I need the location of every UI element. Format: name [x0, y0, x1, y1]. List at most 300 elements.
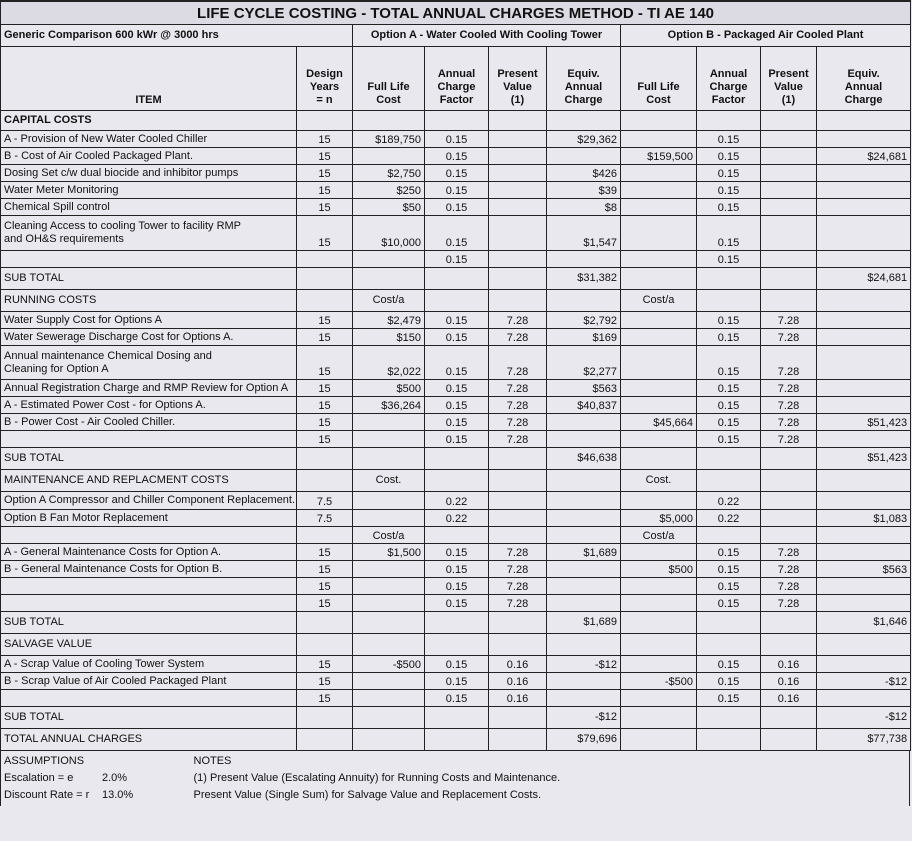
cell-b-acf: 0.15	[697, 312, 761, 329]
table-row	[1, 131, 911, 148]
table-row	[1, 578, 911, 595]
cell-b-pv	[761, 510, 817, 527]
cell-b-cost: $159,500	[621, 148, 697, 165]
row-item-label: B - Power Cost - Air Cooled Chiller.	[1, 414, 297, 431]
cell-b-eq	[817, 165, 911, 182]
row-item-label: SALVAGE VALUE	[1, 634, 297, 656]
cell-a-cost: $1,500	[353, 544, 425, 561]
cell-a-acf: 0.15	[425, 544, 489, 561]
cell-a-eq	[547, 251, 621, 268]
cell-a-eq	[547, 414, 621, 431]
cell-a-pv	[489, 634, 547, 656]
design-years-header-line: Years	[309, 81, 340, 93]
cell-n: 15	[297, 431, 353, 448]
cell-a-pv: 0.16	[489, 656, 547, 673]
cell-b-cost	[621, 707, 697, 729]
cell-a-acf	[425, 707, 489, 729]
cell-b-pv	[761, 707, 817, 729]
cell-a-cost: $36,264	[353, 397, 425, 414]
note-1: (1) Present Value (Escalating Annuity) for Running Costs and Maintenance.	[193, 772, 561, 784]
subtotal-row	[1, 268, 911, 290]
cell-a-pv	[489, 448, 547, 470]
cell-a-cost: $250	[353, 182, 425, 199]
cell-a-eq	[547, 527, 621, 544]
cell-a-eq: $426	[547, 165, 621, 182]
cell-a-eq	[547, 561, 621, 578]
cell-b-acf: 0.15	[697, 380, 761, 397]
cell-a-eq	[547, 431, 621, 448]
escalation-row	[4, 770, 188, 787]
cell-b-cost: Cost/a	[621, 527, 697, 544]
a-equiv-annual-charge-header-line: Equiv.	[567, 68, 600, 80]
row-item-label: Cleaning Access to cooling Tower to facility RMP and OH&S requirements	[1, 216, 297, 251]
cell-n: 15	[297, 165, 353, 182]
cell-a-pv: 0.16	[489, 690, 547, 707]
cell-a-pv: 7.28	[489, 380, 547, 397]
a-present-value-header-line: Value	[503, 81, 532, 93]
cell-b-acf: 0.15	[697, 329, 761, 346]
cell-a-cost: $2,022	[353, 346, 425, 380]
cell-n: 15	[297, 199, 353, 216]
cell-b-pv	[761, 268, 817, 290]
cell-b-eq	[817, 216, 911, 251]
cell-n: 7.5	[297, 510, 353, 527]
b-equiv-annual-charge-header-line: Charge	[844, 94, 883, 106]
cell-a-acf: 0.15	[425, 414, 489, 431]
cell-b-cost: $5,000	[621, 510, 697, 527]
row-item-label	[1, 578, 297, 595]
cell-b-pv: 0.16	[761, 673, 817, 690]
cell-b-acf: 0.22	[697, 510, 761, 527]
cell-b-pv	[761, 448, 817, 470]
cell-b-cost: -$500	[621, 673, 697, 690]
row-item-label: RUNNING COSTS	[1, 290, 297, 312]
cell-a-acf: 0.15	[425, 380, 489, 397]
cell-a-cost	[353, 510, 425, 527]
cell-b-cost	[621, 268, 697, 290]
b-full-life-cost-header-line: Full Life	[637, 81, 680, 93]
b-full-life-cost-header	[621, 47, 697, 111]
cell-b-eq: $24,681	[817, 148, 911, 165]
cell-a-eq: -$12	[547, 656, 621, 673]
cell-a-cost	[353, 448, 425, 470]
cell-a-pv	[489, 492, 547, 510]
cell-b-cost	[621, 199, 697, 216]
row-item-label: Option B Fan Motor Replacement	[1, 510, 297, 527]
cell-b-cost: $500	[621, 561, 697, 578]
cell-b-acf	[697, 290, 761, 312]
cell-b-eq	[817, 290, 911, 312]
cell-a-eq	[547, 690, 621, 707]
row-item-label: B - Cost of Air Cooled Packaged Plant.	[1, 148, 297, 165]
cell-a-acf: 0.15	[425, 131, 489, 148]
row-item-label: CAPITAL COSTS	[1, 111, 297, 131]
a-annual-charge-factor-header-line: Charge	[437, 81, 476, 93]
cell-b-eq	[817, 492, 911, 510]
cell-a-pv	[489, 216, 547, 251]
cell-b-cost	[621, 251, 697, 268]
cell-b-eq	[817, 578, 911, 595]
design-years-header	[297, 47, 353, 111]
row-item-label: Water Supply Cost for Options A	[1, 312, 297, 329]
cell-a-acf	[425, 527, 489, 544]
cell-a-pv	[489, 148, 547, 165]
escalation-value: 2.0%	[102, 772, 128, 784]
cell-n: 15	[297, 380, 353, 397]
cell-a-cost: $2,750	[353, 165, 425, 182]
cell-a-pv	[489, 470, 547, 492]
row-item-label: A - Estimated Power Cost - for Options A.	[1, 397, 297, 414]
b-equiv-annual-charge-header-line: Annual	[844, 81, 883, 93]
cell-b-pv: 7.28	[761, 312, 817, 329]
cell-n	[297, 729, 353, 751]
cell-a-pv	[489, 131, 547, 148]
table-row	[1, 510, 911, 527]
cell-a-acf: 0.15	[425, 148, 489, 165]
cell-b-cost	[621, 578, 697, 595]
table-row	[1, 199, 911, 216]
row-item-label: Dosing Set c/w dual biocide and inhibitor pumps	[1, 165, 297, 182]
row-item-label: TOTAL ANNUAL CHARGES	[1, 729, 297, 751]
cell-a-cost	[353, 251, 425, 268]
cell-b-cost	[621, 216, 697, 251]
cell-b-cost	[621, 448, 697, 470]
cell-b-acf: 0.15	[697, 199, 761, 216]
a-equiv-annual-charge-header	[547, 47, 621, 111]
cell-a-cost	[353, 634, 425, 656]
cell-a-pv: 7.28	[489, 312, 547, 329]
a-annual-charge-factor-header-line: Annual	[437, 68, 476, 80]
cell-a-cost: $50	[353, 199, 425, 216]
table-row	[1, 182, 911, 199]
cell-b-cost	[621, 329, 697, 346]
b-present-value-header-line: Present	[768, 68, 809, 80]
cell-b-acf	[697, 612, 761, 634]
a-full-life-cost-header	[353, 47, 425, 111]
row-item-label: SUB TOTAL	[1, 612, 297, 634]
cell-b-acf	[697, 448, 761, 470]
cell-b-acf: 0.15	[697, 216, 761, 251]
b-annual-charge-factor-header-line: Annual	[709, 68, 748, 80]
cell-a-eq: $1,689	[547, 544, 621, 561]
table-row	[1, 148, 911, 165]
cell-a-pv	[489, 290, 547, 312]
cell-a-eq: $1,547	[547, 216, 621, 251]
cell-a-acf: 0.15	[425, 199, 489, 216]
subtotal-row	[1, 612, 911, 634]
cell-a-cost: $500	[353, 380, 425, 397]
row-item-label: Chemical Spill control	[1, 199, 297, 216]
cell-b-pv	[761, 182, 817, 199]
table-row	[1, 346, 911, 380]
cell-n: 15	[297, 414, 353, 431]
cell-b-cost	[621, 612, 697, 634]
table-row	[1, 690, 911, 707]
row-item-label: Water Sewerage Discharge Cost for Options A.	[1, 329, 297, 346]
cell-a-eq	[547, 634, 621, 656]
cell-n: 15	[297, 329, 353, 346]
cell-b-acf	[697, 111, 761, 131]
a-present-value-header	[489, 47, 547, 111]
table-row	[1, 380, 911, 397]
cell-b-pv	[761, 148, 817, 165]
assumptions-heading: ASSUMPTIONS	[4, 755, 85, 767]
cell-a-acf: 0.15	[425, 251, 489, 268]
cell-b-acf: 0.22	[697, 492, 761, 510]
table-row	[1, 544, 911, 561]
design-years-header-line: = n	[316, 94, 333, 106]
cell-b-acf	[697, 527, 761, 544]
cell-b-pv: 7.28	[761, 561, 817, 578]
cell-b-acf: 0.15	[697, 673, 761, 690]
a-annual-charge-factor-header-line: Factor	[439, 94, 474, 106]
cell-b-cost	[621, 131, 697, 148]
cell-b-acf: 0.15	[697, 148, 761, 165]
row-item-label	[1, 431, 297, 448]
a-full-life-cost-header-line: Cost	[376, 94, 401, 106]
row-item-label: SUB TOTAL	[1, 707, 297, 729]
cell-a-pv: 7.28	[489, 397, 547, 414]
cell-b-pv: 0.16	[761, 690, 817, 707]
b-present-value-header	[761, 47, 817, 111]
cell-a-cost: $189,750	[353, 131, 425, 148]
cell-a-acf: 0.22	[425, 510, 489, 527]
a-present-value-header-line: (1)	[510, 94, 525, 106]
section-row	[1, 111, 911, 131]
cell-b-eq: $1,646	[817, 612, 911, 634]
section-row	[1, 470, 911, 492]
cell-a-pv: 7.28	[489, 578, 547, 595]
cell-a-cost: -$500	[353, 656, 425, 673]
cell-b-pv	[761, 111, 817, 131]
notes-heading: NOTES	[193, 755, 232, 767]
cell-a-pv: 7.28	[489, 544, 547, 561]
cell-b-eq	[817, 634, 911, 656]
cell-b-eq	[817, 182, 911, 199]
cell-a-cost	[353, 578, 425, 595]
cell-b-pv: 7.28	[761, 380, 817, 397]
cell-n	[297, 251, 353, 268]
cell-b-eq	[817, 431, 911, 448]
cell-b-pv: 7.28	[761, 578, 817, 595]
cell-a-acf: 0.15	[425, 561, 489, 578]
cell-b-acf: 0.15	[697, 251, 761, 268]
cell-a-acf	[425, 448, 489, 470]
cell-b-cost	[621, 111, 697, 131]
cell-b-eq	[817, 544, 911, 561]
discount-row	[4, 787, 188, 804]
cell-a-eq	[547, 290, 621, 312]
cell-a-pv	[489, 199, 547, 216]
cell-a-acf: 0.15	[425, 329, 489, 346]
cell-b-acf	[697, 707, 761, 729]
cell-a-acf: 0.22	[425, 492, 489, 510]
table-row	[1, 527, 911, 544]
cell-n	[297, 527, 353, 544]
cell-b-acf	[697, 729, 761, 751]
cell-a-acf: 0.15	[425, 182, 489, 199]
cell-n	[297, 707, 353, 729]
cell-a-cost	[353, 595, 425, 612]
cell-a-acf: 0.15	[425, 595, 489, 612]
cell-b-cost	[621, 729, 697, 751]
row-item-label: B - General Maintenance Costs for Option B.	[1, 561, 297, 578]
cell-a-cost: Cost.	[353, 470, 425, 492]
cell-b-pv: 7.28	[761, 346, 817, 380]
cell-b-eq: $51,423	[817, 414, 911, 431]
cell-a-cost: Cost/a	[353, 527, 425, 544]
table-row	[1, 397, 911, 414]
cell-n	[297, 268, 353, 290]
a-present-value-header-line: Present	[497, 68, 538, 80]
cell-b-acf: 0.15	[697, 131, 761, 148]
option-b-header: Option B - Packaged Air Cooled Plant	[621, 25, 911, 47]
cell-n: 15	[297, 690, 353, 707]
cell-b-eq	[817, 312, 911, 329]
cell-b-acf: 0.15	[697, 182, 761, 199]
cell-n	[297, 470, 353, 492]
cell-a-eq: $1,689	[547, 612, 621, 634]
subtotal-row	[1, 448, 911, 470]
cell-b-cost	[621, 544, 697, 561]
b-full-life-cost-header-line: Cost	[646, 94, 671, 106]
discount-label: Discount Rate = r	[4, 789, 90, 801]
row-item-label: Option A Compressor and Chiller Component Replacement.	[1, 492, 297, 510]
cell-b-cost	[621, 182, 697, 199]
table-row	[1, 656, 911, 673]
cell-b-acf: 0.15	[697, 595, 761, 612]
cell-a-eq	[547, 510, 621, 527]
cell-a-acf: 0.15	[425, 312, 489, 329]
cell-a-pv: 7.28	[489, 414, 547, 431]
cell-b-pv	[761, 492, 817, 510]
cell-b-cost	[621, 312, 697, 329]
cell-b-acf	[697, 268, 761, 290]
row-item-label: B - Scrap Value of Air Cooled Packaged Plant	[1, 673, 297, 690]
cell-a-pv	[489, 729, 547, 751]
option-a-header: Option A - Water Cooled With Cooling Tower	[353, 25, 621, 47]
cell-b-acf: 0.15	[697, 544, 761, 561]
row-item-label: MAINTENANCE AND REPLACMENT COSTS	[1, 470, 297, 492]
cell-a-cost: $2,479	[353, 312, 425, 329]
escalation-label: Escalation = e	[4, 772, 74, 784]
cell-b-cost	[621, 656, 697, 673]
cell-a-eq	[547, 595, 621, 612]
cell-a-eq: $2,792	[547, 312, 621, 329]
table-row	[1, 492, 911, 510]
a-annual-charge-factor-header	[425, 47, 489, 111]
cell-b-pv	[761, 634, 817, 656]
cell-b-acf: 0.15	[697, 578, 761, 595]
row-item-label: A - Scrap Value of Cooling Tower System	[1, 656, 297, 673]
b-annual-charge-factor-header-line: Charge	[709, 81, 748, 93]
cell-a-cost	[353, 673, 425, 690]
cell-n	[297, 612, 353, 634]
item-column-header: ITEM	[1, 47, 297, 111]
cell-a-pv	[489, 612, 547, 634]
footer	[0, 751, 910, 806]
cell-b-cost: $45,664	[621, 414, 697, 431]
b-annual-charge-factor-header	[697, 47, 761, 111]
cell-n	[297, 448, 353, 470]
cell-a-eq: $31,382	[547, 268, 621, 290]
cell-a-cost	[353, 561, 425, 578]
cell-a-cost	[353, 492, 425, 510]
row-item-label: Annual maintenance Chemical Dosing and Cleaning for Option A	[1, 346, 297, 380]
a-equiv-annual-charge-header-line: Charge	[564, 94, 603, 106]
cell-a-cost	[353, 729, 425, 751]
cell-n: 15	[297, 656, 353, 673]
cell-a-acf: 0.15	[425, 346, 489, 380]
cell-a-acf	[425, 268, 489, 290]
table-row	[1, 414, 911, 431]
cell-a-eq	[547, 111, 621, 131]
cell-n: 15	[297, 397, 353, 414]
cell-b-eq	[817, 397, 911, 414]
cell-b-cost	[621, 380, 697, 397]
cell-b-pv: 7.28	[761, 329, 817, 346]
cell-b-pv: 7.28	[761, 595, 817, 612]
table-row	[1, 216, 911, 251]
cell-a-acf	[425, 612, 489, 634]
cell-a-eq	[547, 492, 621, 510]
cell-b-cost: Cost/a	[621, 290, 697, 312]
cell-a-acf: 0.15	[425, 216, 489, 251]
cell-b-eq: $77,738	[817, 729, 911, 751]
cell-a-pv	[489, 111, 547, 131]
cell-b-eq	[817, 346, 911, 380]
cell-b-pv	[761, 290, 817, 312]
cell-a-acf: 0.15	[425, 165, 489, 182]
row-item-label: SUB TOTAL	[1, 448, 297, 470]
cell-b-eq	[817, 470, 911, 492]
cell-b-cost	[621, 165, 697, 182]
cell-b-acf: 0.15	[697, 414, 761, 431]
cell-b-eq	[817, 690, 911, 707]
cell-b-eq: -$12	[817, 707, 911, 729]
cell-a-pv	[489, 251, 547, 268]
page-title: LIFE CYCLE COSTING - TOTAL ANNUAL CHARGES METHOD - TI AE 140	[1, 1, 911, 25]
cell-b-pv	[761, 165, 817, 182]
cell-n	[297, 290, 353, 312]
cell-a-eq: $40,837	[547, 397, 621, 414]
table-row	[1, 165, 911, 182]
cell-b-eq: $563	[817, 561, 911, 578]
cell-b-eq	[817, 329, 911, 346]
cell-a-eq: $169	[547, 329, 621, 346]
a-equiv-annual-charge-header-line: Annual	[564, 81, 603, 93]
cell-b-pv	[761, 199, 817, 216]
cell-a-pv: 7.28	[489, 595, 547, 612]
cell-b-eq: $51,423	[817, 448, 911, 470]
cell-b-eq	[817, 111, 911, 131]
cell-b-acf: 0.15	[697, 690, 761, 707]
row-item-label: Annual Registration Charge and RMP Review for Option A	[1, 380, 297, 397]
cell-b-cost	[621, 595, 697, 612]
cell-a-cost	[353, 690, 425, 707]
cell-a-cost	[353, 431, 425, 448]
cell-a-eq: $2,277	[547, 346, 621, 380]
cell-n: 15	[297, 148, 353, 165]
row-item-label	[1, 690, 297, 707]
b-equiv-annual-charge-header	[817, 47, 911, 111]
comparison-subtitle: Generic Comparison 600 kWr @ 3000 hrs	[1, 25, 353, 47]
cell-a-cost	[353, 148, 425, 165]
cell-n: 15	[297, 312, 353, 329]
cell-n: 15	[297, 578, 353, 595]
cell-b-pv: 7.28	[761, 397, 817, 414]
cell-b-pv	[761, 470, 817, 492]
